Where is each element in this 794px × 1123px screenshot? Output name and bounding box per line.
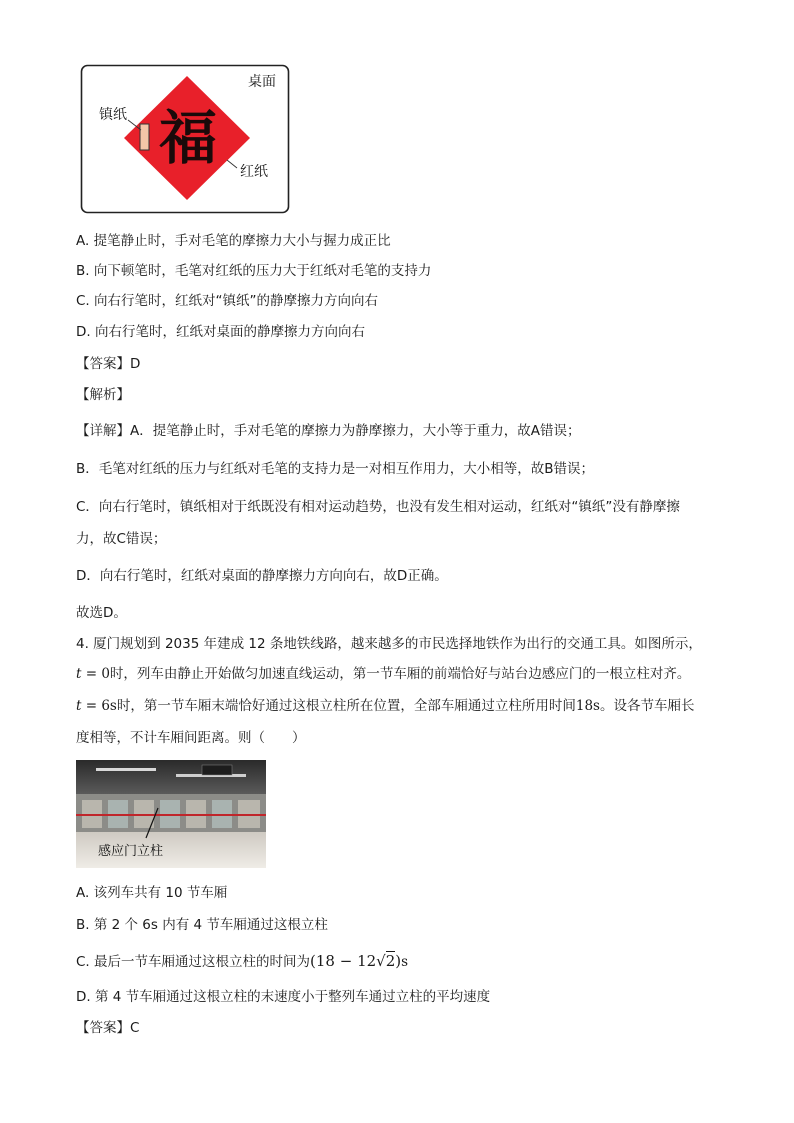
q4-stem-line-2 xyxy=(76,665,690,683)
red-door-stripe xyxy=(76,814,266,816)
option-c-text: C. 最后一节车厢通过这根立柱的时间为 xyxy=(76,954,311,970)
q4-stem-line-4: 度相等，不计车厢间距离。则（ ） xyxy=(76,730,306,746)
q4-stem-line-1: 4. 厦门规划到 2035 年建成 12 条地铁线路，越来越多的市民选择地铁作为出行的交通工具。如图所示， xyxy=(76,636,702,652)
detail-tag: 【详解】 xyxy=(76,423,130,439)
q3-analysis-line-c-cont: 力，故C错误； xyxy=(76,531,167,547)
direction-sign xyxy=(202,765,232,775)
answer-value: C xyxy=(130,1020,140,1036)
stem-text-3b: 。设各节车厢长 xyxy=(599,698,695,714)
q4-answer xyxy=(76,1019,139,1037)
expr-main: 18 − 12 xyxy=(315,952,377,970)
sqrt-icon: √ xyxy=(376,952,386,970)
fu-character: 福 xyxy=(158,104,218,172)
q4-option-c xyxy=(76,952,408,971)
q3-analysis-tag: 【解析】 xyxy=(76,387,130,403)
q3-answer xyxy=(76,355,140,373)
paper-weight xyxy=(140,124,149,150)
var-t: t xyxy=(76,698,82,714)
q3-analysis-line-c: C．向右行笔时，镇纸相对于纸既没有相对运动趋势，也没有发生相对运动，红纸对“镇纸”没有静摩擦 xyxy=(76,499,680,515)
t-six-seconds: = 6s xyxy=(81,698,117,714)
label-desk: 桌面 xyxy=(248,74,276,90)
option-c-expression: (18 − 12√2) xyxy=(310,952,402,970)
q3-analysis-line-d: D．向右行笔时，红纸对桌面的静摩擦力方向向右，故D正确。 xyxy=(76,568,448,584)
stem-text-3a: 时，第一节车厢末端恰好通过这根立柱所在位置，全部车厢通过立柱所用时间 xyxy=(116,698,576,714)
q3-option-b: B. 向下顿笔时，毛笔对红纸的压力大于红纸对毛笔的支持力 xyxy=(76,263,432,279)
label-paper-weight: 镇纸 xyxy=(99,107,127,123)
q3-option-d: D. 向右行笔时，红纸对桌面的静摩擦力方向向右 xyxy=(76,324,365,340)
expr-radicand: 2 xyxy=(385,952,396,970)
pillar-label: 感应门立柱 xyxy=(98,844,164,859)
q4-option-b: B. 第 2 个 6s 内有 4 节车厢通过这根立柱 xyxy=(76,917,328,933)
answer-tag: 【答案】 xyxy=(76,1020,130,1036)
total-time-value: 18s xyxy=(575,698,600,714)
t-zero: = 0 xyxy=(81,666,110,682)
q3-analysis-line-b: B．毛笔对红纸的压力与红纸对毛笔的支持力是一对相互作用力，大小相等，故B错误； xyxy=(76,461,595,477)
ceiling-light xyxy=(96,768,156,771)
metro-platform-photo xyxy=(76,760,266,868)
q4-option-d: D. 第 4 节车厢通过这根立柱的末速度小于整列车通过立柱的平均速度 xyxy=(76,989,491,1005)
q4-option-a: A. 该列车共有 10 节车厢 xyxy=(76,885,228,901)
answer-value: D xyxy=(130,356,141,372)
q3-analysis-line-a xyxy=(76,422,580,440)
answer-tag: 【答案】 xyxy=(76,356,130,372)
q3-option-c: C. 向右行笔时，红纸对“镇纸”的静摩擦力方向向右 xyxy=(76,293,378,309)
desk-red-paper-figure xyxy=(80,64,290,214)
q4-stem-line-3 xyxy=(76,697,694,715)
q3-option-a: A. 提笔静止时，手对毛笔的摩擦力大小与握力成正比 xyxy=(76,233,391,249)
analysis-text-a: A．提笔静止时，手对毛笔的摩擦力为静摩擦力，大小等于重力，故A错误； xyxy=(130,423,581,439)
stem-text-2: 时，列车由静止开始做匀加速直线运动，第一节车厢的前端恰好与站台边感应门的一根立柱对齐。 xyxy=(109,666,691,682)
label-red-paper: 红纸 xyxy=(240,164,268,180)
option-c-unit: s xyxy=(401,954,409,970)
var-t: t xyxy=(76,666,82,682)
q3-conclusion: 故选D。 xyxy=(76,605,127,621)
